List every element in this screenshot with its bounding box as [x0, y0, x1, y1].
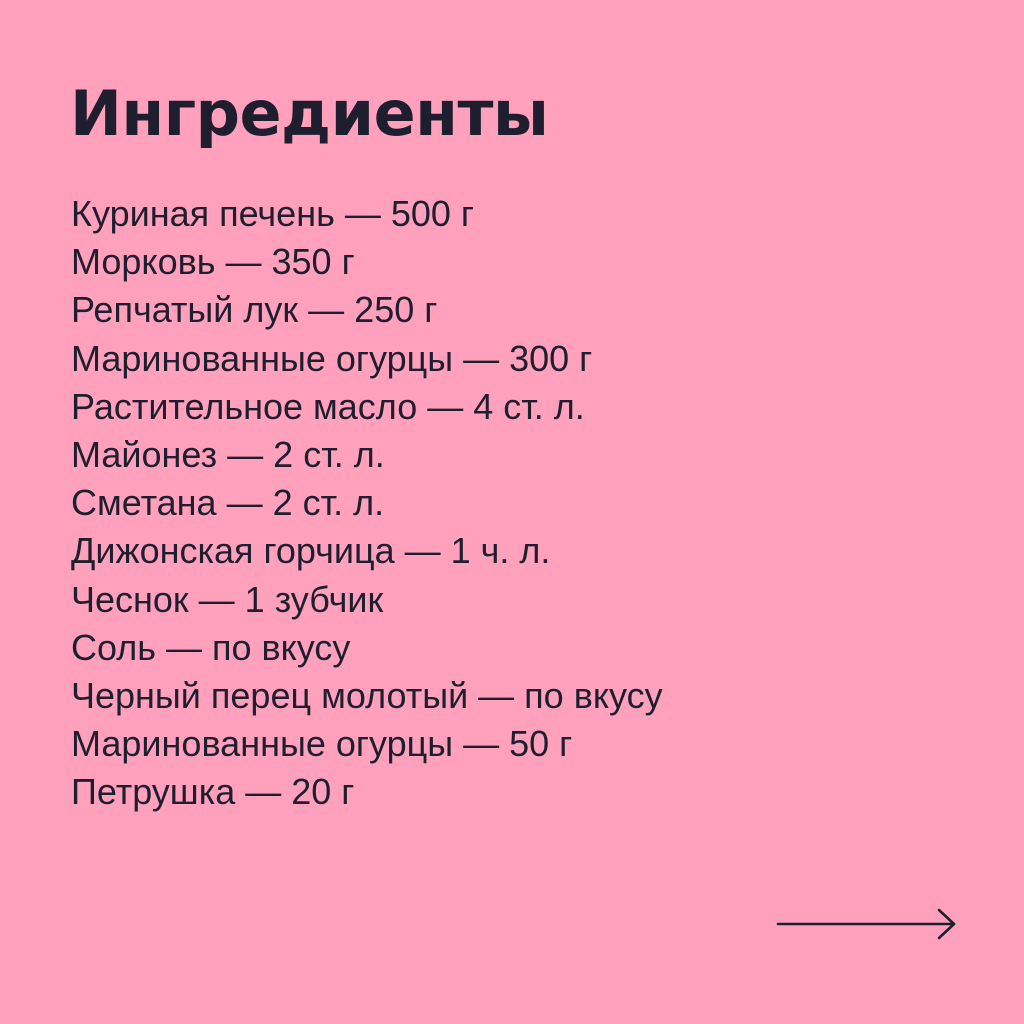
list-item: Маринованные огурцы — 50 г — [71, 723, 573, 765]
list-item: Растительное масло — 4 ст. л. — [71, 385, 585, 427]
page-title: Ингредиенты — [70, 77, 549, 150]
list-item: Морковь — 350 г — [71, 241, 355, 283]
list-item: Маринованные огурцы — 300 г — [71, 337, 593, 379]
list-item: Дижонская горчица — 1 ч. л. — [71, 530, 551, 572]
list-item: Репчатый лук — 250 г — [71, 289, 438, 331]
next-slide-button[interactable] — [776, 906, 960, 942]
ingredients-list — [71, 190, 663, 817]
list-item: Черный перец молотый — по вкусу — [71, 675, 663, 717]
list-item: Сметана — 2 ст. л. — [71, 482, 385, 524]
list-item: Чеснок — 1 зубчик — [71, 578, 384, 620]
list-item: Майонез — 2 ст. л. — [71, 434, 385, 476]
arrow-right-icon — [776, 906, 960, 942]
list-item: Соль — по вкусу — [71, 626, 351, 668]
list-item: Куриная печень — 500 г — [71, 193, 475, 234]
list-item: Петрушка — 20 г — [71, 771, 355, 813]
